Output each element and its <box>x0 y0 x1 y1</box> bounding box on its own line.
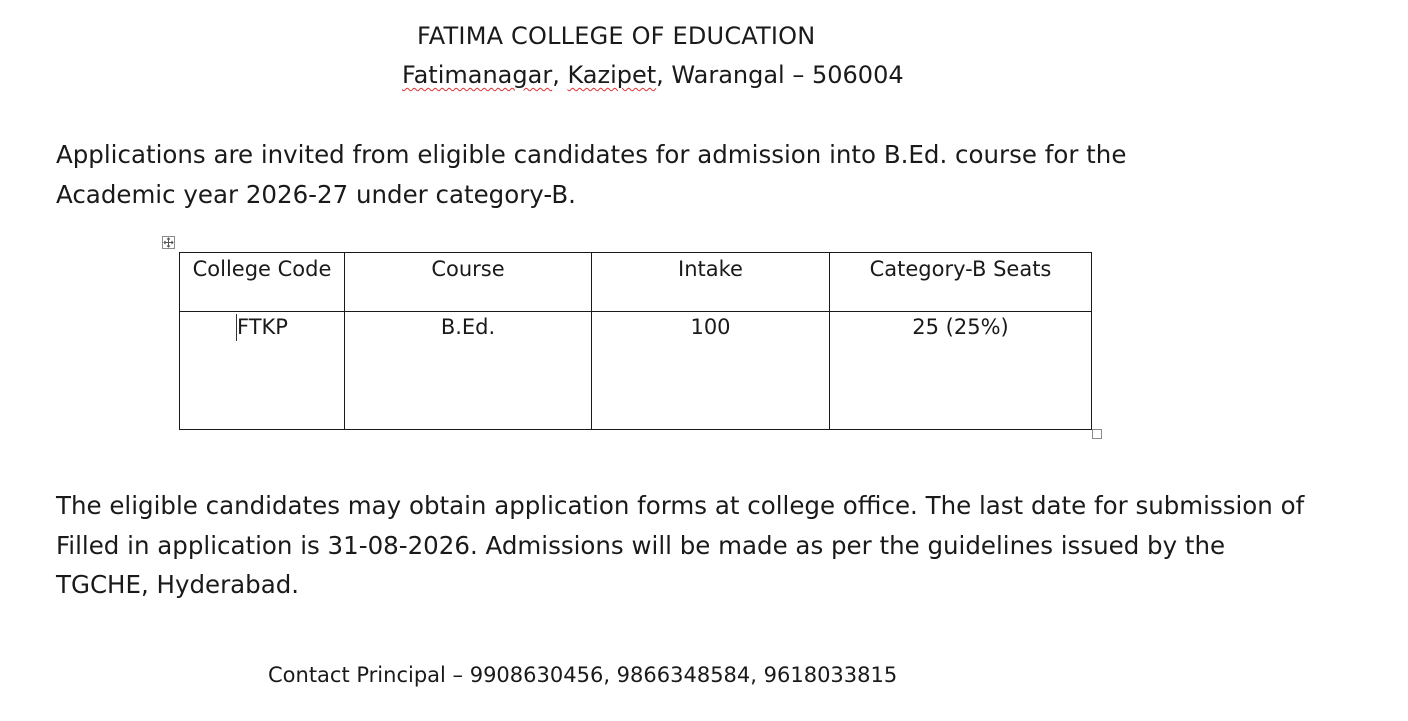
cell-course[interactable]: B.Ed. <box>345 312 592 430</box>
college-address <box>402 61 904 89</box>
header-college-code[interactable]: College Code <box>180 253 345 312</box>
table-move-handle-icon[interactable] <box>162 236 175 249</box>
address-place-fatimanagar: Fatimanagar <box>402 61 553 89</box>
cell-college-code[interactable] <box>180 312 345 430</box>
header-course[interactable]: Course <box>345 253 592 312</box>
address-rest: , Warangal – 506004 <box>656 61 904 89</box>
intro-line-2: Academic year 2026-27 under category-B. <box>56 179 576 209</box>
intro-paragraph <box>56 135 1126 214</box>
header-intake[interactable]: Intake <box>592 253 830 312</box>
table-row <box>180 312 1092 430</box>
table-header-row <box>180 253 1092 312</box>
contact-line: Contact Principal – 9908630456, 9866348584, 9618033815 <box>268 663 898 687</box>
address-place-kazipet: Kazipet <box>567 61 657 89</box>
cell-category-b-seats[interactable]: 25 (25%) <box>830 312 1092 430</box>
intro-line-1: Applications are invited from eligible candidates for admission into B.Ed. course for the <box>56 140 1127 169</box>
cell-college-code-value: FTKP <box>237 315 288 339</box>
header-category-b-seats[interactable]: Category-B Seats <box>830 253 1092 312</box>
admission-seats-table[interactable] <box>179 252 1092 430</box>
notice-paragraph <box>56 486 1304 605</box>
college-title: FATIMA COLLEGE OF EDUCATION <box>417 22 816 50</box>
address-separator: , <box>552 61 568 89</box>
move-arrows-icon <box>163 237 174 248</box>
notice-line-1: The eligible candidates may obtain application forms at college office. The last date for submission of <box>56 491 1305 520</box>
table-resize-handle-icon[interactable] <box>1092 429 1102 439</box>
cell-intake[interactable]: 100 <box>592 312 830 430</box>
notice-line-3: TGCHE, Hyderabad. <box>56 570 300 599</box>
notice-line-2: Filled in application is 31-08-2026. Admissions will be made as per the guidelines issued by the <box>56 530 1226 560</box>
